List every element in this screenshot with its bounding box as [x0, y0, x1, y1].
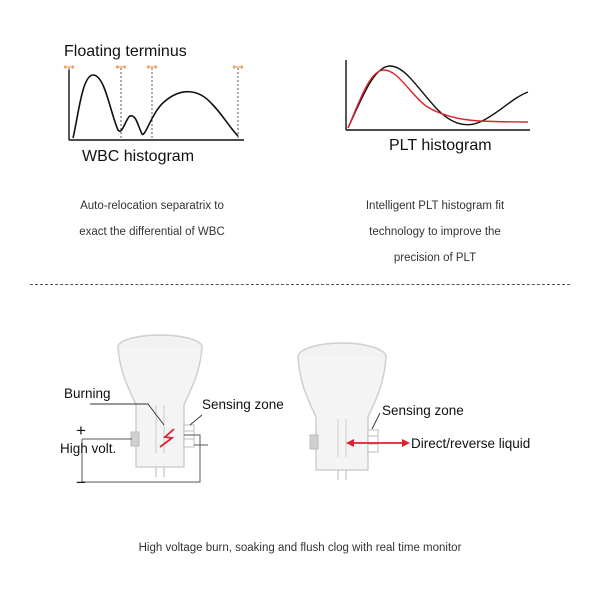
- minus-terminal-label: −: [76, 473, 86, 492]
- burn-cup-outlet: [156, 467, 164, 477]
- flush-left-electrode: [310, 435, 318, 449]
- high-volt-label: High volt.: [60, 441, 117, 456]
- plt-fit-curve: [348, 70, 528, 128]
- section-divider: [30, 284, 570, 285]
- burn-left-electrode: [131, 432, 139, 446]
- plt-histogram-chart: [340, 58, 535, 136]
- flush-right-electrode: [368, 430, 378, 452]
- floating-terminus-title: Floating terminus: [64, 43, 187, 60]
- burn-sensing-leader-line: [190, 415, 202, 425]
- burn-cup-body: [118, 347, 202, 467]
- flush-cup-body: [298, 357, 386, 470]
- wbc-curve: [73, 75, 238, 138]
- burn-sensing-zone-label: Sensing zone: [202, 397, 284, 412]
- flush-sensing-leader-line: [372, 413, 380, 429]
- wbc-caption-line-1: Auto-relocation separatrix to: [80, 200, 224, 212]
- wbc-caption-line-2: exact the differential of WBC: [79, 226, 225, 238]
- plt-caption-line-3: precision of PLT: [393, 252, 477, 264]
- burning-label: Burning: [64, 386, 111, 401]
- direct-reverse-liquid-label: Direct/reverse liquid: [411, 436, 531, 451]
- plt-caption: [330, 193, 540, 271]
- plt-caption-line-1: Intelligent PLT histogram fit: [365, 200, 505, 212]
- plt-histogram-label: PLT histogram: [389, 137, 492, 154]
- plt-caption-line-2: technology to improve the: [369, 226, 501, 238]
- flush-cup-outlet: [338, 470, 346, 480]
- flush-sensing-zone-label: Sensing zone: [382, 403, 464, 418]
- wbc-histogram-label: WBC histogram: [82, 148, 195, 165]
- footer-caption: High voltage burn, soaking and flush clog with real time monitor: [138, 542, 462, 554]
- burn-right-electrode: [184, 425, 194, 447]
- wbc-caption: [40, 193, 264, 245]
- wbc-histogram-chart: [60, 60, 250, 145]
- plus-terminal-label: +: [76, 421, 86, 440]
